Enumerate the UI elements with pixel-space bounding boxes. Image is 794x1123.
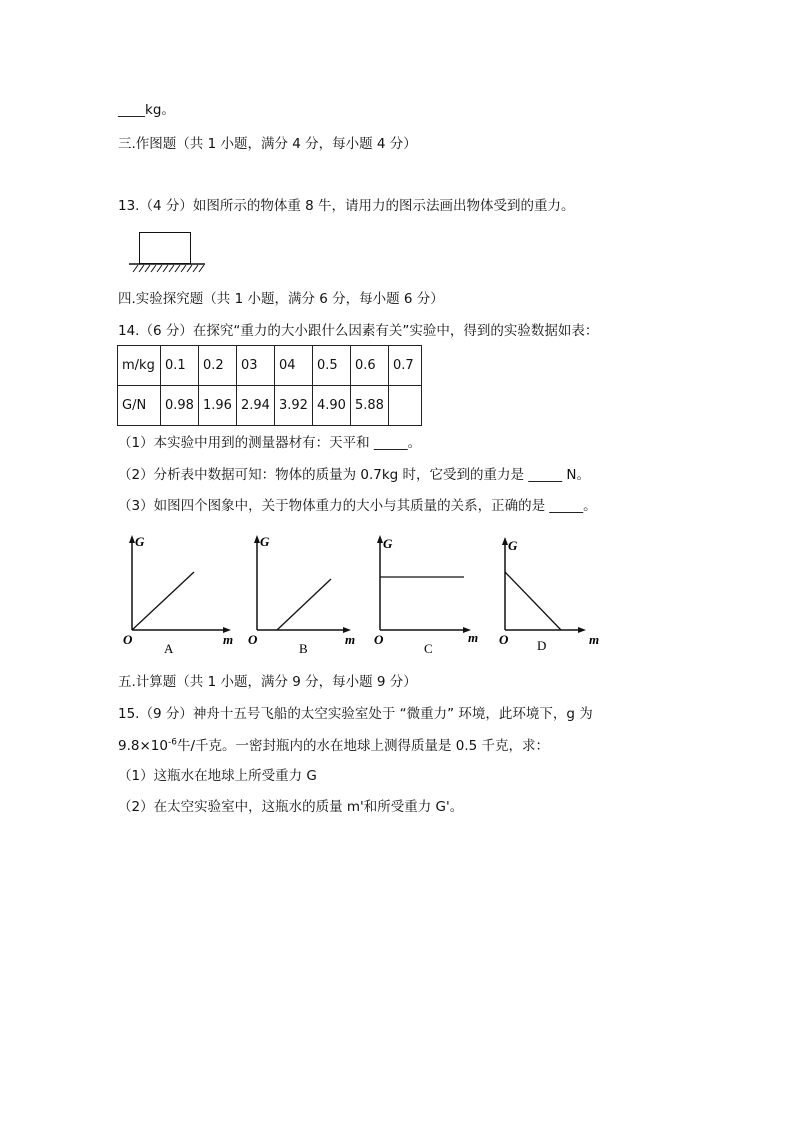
object-block	[139, 232, 191, 264]
table-cell: 0.7	[389, 346, 422, 386]
sub-3-end: 。	[583, 498, 597, 514]
y-axis-label: G	[260, 534, 270, 549]
g-value: 9.8×10	[118, 738, 168, 754]
question-15-sub-1: （1）这瓶水在地球上所受重力 G	[118, 768, 317, 784]
question-13: 13.（4 分）如图所示的物体重 8 牛，请用力的图示法画出物体受到的重力。	[118, 198, 575, 214]
table-cell: 1.96	[199, 386, 237, 426]
question-14-sub-3	[118, 496, 597, 516]
graph-c-svg	[366, 532, 496, 657]
graph-c	[366, 532, 496, 657]
x-axis-label: m	[589, 632, 600, 647]
g-exponent: -6	[167, 737, 177, 748]
question-14-intro: 14.（6 分）在探究“重力的大小跟什么因素有关”实验中，得到的实验数据如表：	[118, 323, 599, 339]
question-15-line-2	[118, 736, 549, 756]
section-4-heading: 四.实验探究题（共 1 小题，满分 6 分，每小题 6 分）	[118, 291, 444, 307]
table-cell: 0.5	[313, 346, 351, 386]
graph-b	[243, 532, 373, 657]
sub-1-end: 。	[407, 435, 422, 451]
table-cell	[389, 386, 422, 426]
graph-caption: D	[537, 638, 547, 653]
table-cell: 5.88	[351, 386, 389, 426]
origin-label: O	[499, 632, 509, 647]
table-row	[118, 386, 422, 426]
answer-fragment	[118, 100, 175, 120]
table-cell: 0.1	[161, 346, 199, 386]
table-cell: 0.2	[199, 346, 237, 386]
sub-3-text: （3）如图四个图象中，关于物体重力的大小与其质量的关系，正确的是	[118, 498, 546, 514]
graph-a-svg	[118, 532, 248, 657]
sub-1-text: （1）本实验中用到的测量器材有：天平和	[118, 435, 370, 451]
q15-line2-rest: 牛/千克。一密封瓶内的水在地球上测得质量是 0.5 千克，求：	[176, 738, 550, 754]
y-axis-label: G	[135, 534, 145, 549]
question-15-sub-2: （2）在太空实验室中，这瓶水的质量 m'和所受重力 G'。	[118, 799, 464, 815]
y-axis-label: G	[508, 538, 518, 553]
answer-blank: _____	[549, 498, 584, 514]
question-14-sub-1	[118, 433, 421, 453]
y-axis-label: G	[383, 536, 393, 551]
x-axis-label: m	[223, 632, 234, 647]
table-cell: 3.92	[275, 386, 313, 426]
answer-blank: _____	[528, 467, 563, 483]
sub-2-end: N。	[562, 467, 590, 483]
x-axis-label: m	[345, 632, 356, 647]
table-cell: 2.94	[237, 386, 275, 426]
unit-text: kg。	[145, 102, 175, 118]
origin-label: O	[248, 632, 258, 647]
graph-caption: C	[424, 641, 433, 656]
table-cell: 03	[237, 346, 275, 386]
experiment-data-table	[117, 345, 422, 426]
graph-caption: B	[299, 641, 308, 656]
graph-a	[118, 532, 248, 657]
ground-hatch	[129, 263, 205, 273]
table-cell: 04	[275, 346, 313, 386]
answer-blank: _____	[373, 435, 408, 451]
graph-d	[491, 532, 621, 657]
origin-label: O	[374, 632, 384, 647]
table-cell: 4.90	[313, 386, 351, 426]
sub-2-text: （2）分析表中数据可知：物体的质量为 0.7kg 时，它受到的重力是	[118, 467, 525, 483]
question-14-sub-2	[118, 465, 590, 485]
graph-d-svg	[491, 532, 621, 657]
table-cell: G/N	[118, 386, 161, 426]
table-row	[118, 346, 422, 386]
section-3-heading: 三.作图题（共 1 小题，满分 4 分，每小题 4 分）	[118, 136, 417, 152]
x-axis-label: m	[468, 630, 479, 645]
origin-label: O	[123, 632, 133, 647]
graph-caption: A	[164, 641, 174, 656]
table-cell: 0.6	[351, 346, 389, 386]
table-cell: m/kg	[118, 346, 161, 386]
graph-b-svg	[243, 532, 373, 657]
answer-blank: ____	[118, 102, 145, 118]
question-15-line-1: 15.（9 分）神舟十五号飞船的太空实验室处于 “微重力” 环境，此环境下，g 为	[118, 706, 593, 722]
table-cell: 0.98	[161, 386, 199, 426]
section-5-heading: 五.计算题（共 1 小题，满分 9 分，每小题 9 分）	[118, 674, 417, 690]
